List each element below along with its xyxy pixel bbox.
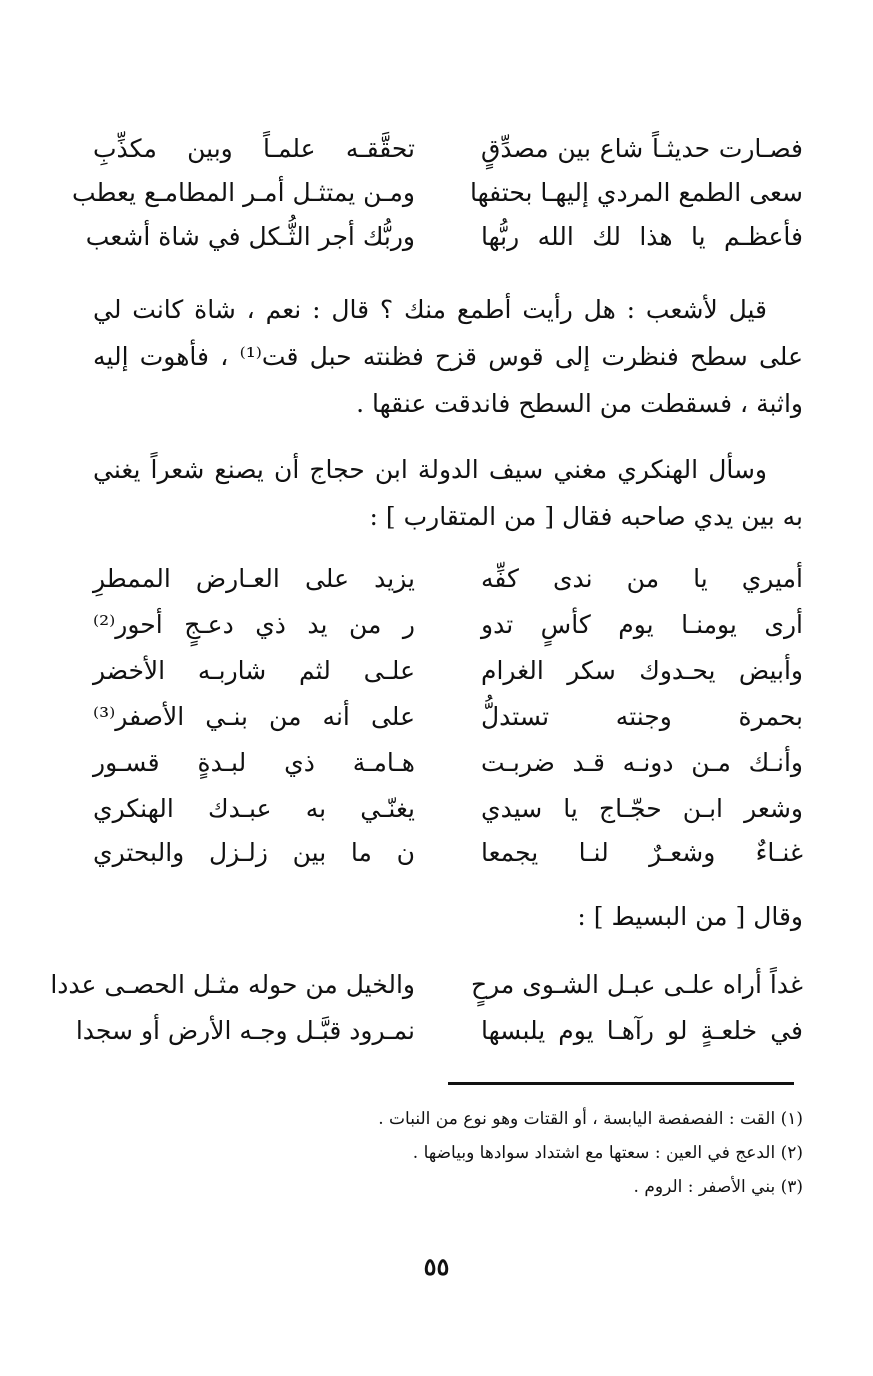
verse-second-hemistich: ر من يد ذي دعـجٍ أحور⁽²⁾: [93, 610, 415, 639]
verse-second-hemistich: علـى لثم شاربـه الأخضر: [93, 656, 415, 685]
verse-line: [93, 602, 803, 648]
verse-second-hemistich: وربُّك أجر الثُّـكل في شاة أشعب: [85, 222, 415, 251]
page-number: ٥٥: [423, 1252, 450, 1281]
verse-first-hemistich: وأنـك مـن دونـه قـد ضربـت: [481, 748, 803, 777]
verse-line: [75, 1008, 803, 1054]
verse-first-hemistich: أرى يومنـا يوم كأسٍ تدو: [481, 610, 803, 639]
verse-second-hemistich: هـامـة ذي لبـدةٍ قسـور: [93, 748, 415, 777]
verse-line: [93, 556, 803, 602]
verse-first-hemistich: غداً أراه علـى عبـل الشـوى مرحٍ: [470, 970, 803, 999]
verse-line: [50, 962, 803, 1008]
verse-second-hemistich: ومـن يمتثـل أمـر المطامـع يعطب: [71, 178, 415, 207]
verse-line: [85, 214, 803, 260]
verse-second-hemistich: يزيد على العـارض الممطرِ: [93, 564, 415, 593]
verse-second-hemistich: تحقَّقـه علمـاً وبين مكذِّبِ: [93, 134, 415, 163]
verse-first-hemistich: فأعظـم يا هذا لك الله ربُّها: [481, 222, 803, 251]
verse-line: [93, 648, 803, 694]
verse-first-hemistich: غنـاءٌ وشعـرٌ لنـا يجمعا: [481, 838, 803, 867]
verse-second-hemistich: ن ما بين زلـزل والبحتري: [93, 838, 415, 867]
verse-first-hemistich: سعى الطمع المردي إليهـا بحتفها: [470, 178, 803, 207]
verse-line: [93, 786, 803, 832]
verse-line: [93, 740, 803, 786]
verse-first-hemistich: أميري يا من ندى كفِّه: [481, 564, 803, 593]
poem-intro: وقال [ من البسيط ] :: [577, 902, 803, 931]
verse-line: [71, 170, 803, 216]
prose-paragraph: [93, 286, 803, 427]
footnote: (٣) بني الأصفر : الروم .: [633, 1177, 803, 1197]
verse-second-hemistich: يغنّـي به عبـدك الهنكري: [93, 794, 415, 823]
paragraph-text: قيل لأشعب : هل رأيت أطمع منك ؟ قال : نعم ، شاة كانت لي على سطح فنظرت إلى قوس قزح فظنته حبل قت⁽¹⁾ ، فأهوت إليه واثبة ، فسقطت من السطح فاندقت عنقها .: [93, 295, 803, 418]
footnote: (١) القت : الفصفصة اليابسة ، أو القتات وهو نوع من النبات .: [378, 1109, 803, 1129]
paragraph-text: وسأل الهنكري مغني سيف الدولة ابن حجاج أن يصنع شعراً يغني به بين يدي صاحبه فقال [ من المتقارب ] :: [93, 455, 803, 531]
verse-second-hemistich: على أنه من بنـي الأصفر⁽³⁾: [93, 702, 415, 731]
footnote-divider: [448, 1082, 794, 1085]
verse-first-hemistich: في خلعـةٍ لو رآهـا يوم يلبسها: [481, 1016, 803, 1045]
verse-line: [93, 126, 803, 172]
verse-second-hemistich: والخيل من حوله مثـل الحصـى عددا: [50, 970, 415, 999]
prose-paragraph: [93, 446, 803, 540]
verse-first-hemistich: فصـارت حديثـاً شاع بين مصدِّقٍ: [481, 134, 803, 163]
verse-second-hemistich: نمـرود قبَّـل وجـه الأرض أو سجدا: [75, 1016, 415, 1045]
verse-first-hemistich: بحمرة وجنته تستدلُّ: [481, 702, 803, 731]
verse-line: [93, 830, 803, 876]
footnote: (٢) الدعج في العين : سعتها مع اشتداد سوادها وبياضها .: [412, 1143, 803, 1163]
verse-line: [93, 694, 803, 740]
verse-first-hemistich: وشعر ابـن حجّـاج يا سيدي: [481, 794, 803, 823]
verse-first-hemistich: وأبيض يحـدوك سكر الغرام: [481, 656, 803, 685]
